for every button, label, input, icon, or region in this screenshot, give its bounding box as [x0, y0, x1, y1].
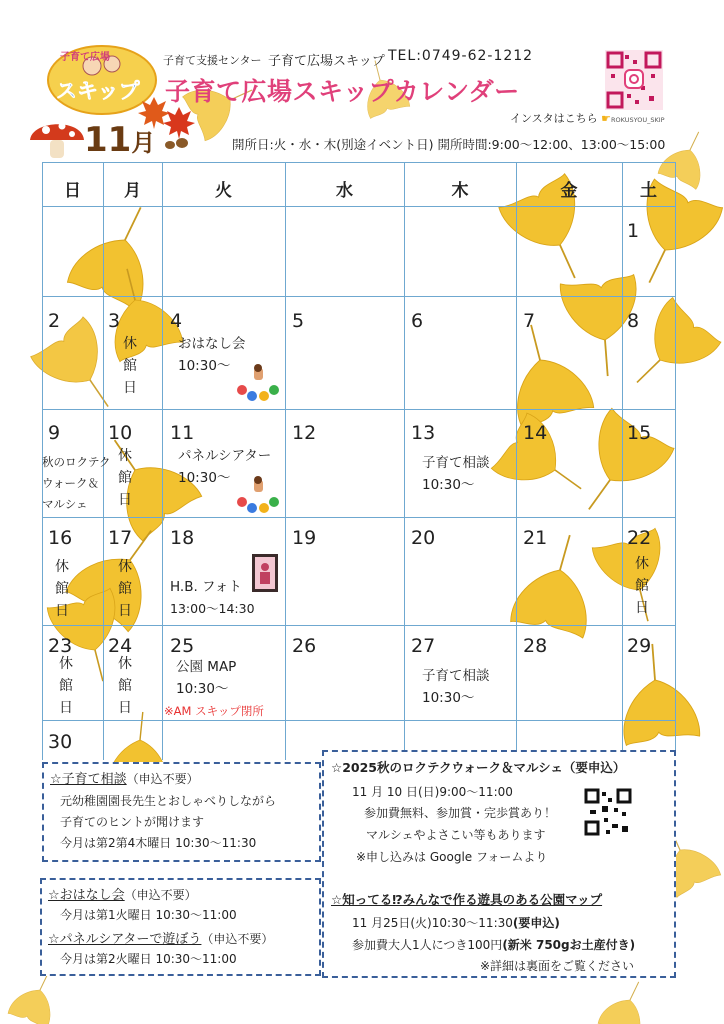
day-number: 4 — [170, 310, 183, 332]
ginkgo-leaf-icon — [597, 974, 655, 1024]
weekday-mon: 月 — [124, 181, 141, 201]
day-number: 9 — [48, 422, 61, 444]
box-title: ☆子育て相談（申込不要） — [50, 772, 199, 787]
day-number: 5 — [292, 310, 305, 332]
event-parenting-consult: 子育て相談 10:30～ — [422, 455, 490, 493]
support-center-name: 子育て支援センター — [163, 54, 262, 67]
event-park-map: 公園 MAP 10:30～ — [176, 659, 237, 697]
event-birthday-photo: H.B. フォト — [170, 579, 242, 595]
box-text: 今月は第2火曜日 10:30～11:00 — [60, 952, 237, 966]
month-number: 11 — [84, 120, 132, 160]
box-text: 今月は第2第4木曜日 10:30～11:30 — [60, 836, 257, 850]
day-number: 16 — [48, 527, 73, 549]
box-title: ☆パネルシアターで遊ぼう（申込不要） — [48, 932, 274, 947]
storytelling-icon — [236, 364, 280, 404]
day-number: 22 — [627, 527, 652, 549]
closed-label: 休 館 日 — [118, 559, 132, 619]
ginkgo-leaf-icon — [490, 314, 595, 433]
ginkgo-leaf-icon — [66, 192, 171, 311]
box-title: ☆おはなし会（申込不要） — [48, 888, 197, 903]
day-number: 17 — [108, 527, 133, 549]
pointing-hand-icon: ☛ — [601, 112, 612, 125]
day-number: 7 — [523, 310, 536, 332]
box-text: 11 月25日(火)10:30～11:30(要申込) — [352, 916, 560, 930]
month-kanji: 月 — [131, 129, 156, 157]
day-number: 11 — [170, 422, 195, 444]
am-closed-note: ※AM スキップ閉所 — [164, 704, 264, 718]
day-number: 15 — [627, 422, 652, 444]
event-panel-theater: パネルシアター 10:30～ — [178, 448, 272, 486]
qr-code-icon[interactable] — [605, 50, 663, 110]
day-number: 28 — [523, 635, 548, 657]
weekday-tue: 火 — [215, 181, 232, 201]
telephone-number: TEL:0749-62-1212 — [388, 48, 534, 64]
day-number: 21 — [523, 527, 548, 549]
day-number: 27 — [411, 635, 436, 657]
weekday-sun: 日 — [64, 181, 81, 201]
plaza-name: 子育て広場スキップ — [268, 54, 385, 69]
weekday-fri: 金 — [560, 181, 578, 201]
closed-label: 休 館 日 — [123, 336, 137, 396]
svg-text:子育て広場: 子育て広場 — [60, 52, 110, 63]
day-number: 3 — [108, 310, 121, 332]
mushroom-icon — [26, 112, 88, 162]
instagram-handle: ROKUSYOU_SKIP — [611, 116, 665, 124]
event-birthday-photo-time: 13:00～14:30 — [170, 601, 255, 616]
day-number: 14 — [523, 422, 548, 444]
box-title: ☆2025秋のロクテクウォーク＆マルシェ（要申込） — [331, 760, 626, 775]
day-number: 12 — [292, 422, 317, 444]
day-number: 24 — [108, 635, 133, 657]
day-number: 23 — [48, 635, 73, 657]
box-text: 参加費大人1人につき100円(新米 750gお土産付き) — [352, 938, 636, 952]
day-number: 29 — [627, 635, 652, 657]
box-text: ※申し込みは Google フォームより — [356, 850, 548, 864]
event-ohanashi: おはなし会 10:30～ — [178, 336, 246, 374]
closed-label: 休 館 日 — [59, 656, 73, 716]
day-number: 19 — [292, 527, 317, 549]
day-number: 18 — [170, 527, 195, 549]
box-title: ☆知ってる⁉みんなで作る遊具のある公園マップ — [331, 892, 603, 907]
weekday-thu: 木 — [451, 181, 469, 201]
day-number: 6 — [411, 310, 424, 332]
instagram-label: インスタはこちら ☛ — [510, 112, 612, 125]
storytelling-icon — [236, 476, 280, 516]
day-number: 10 — [108, 422, 133, 444]
weekday-sat: 土 — [640, 181, 657, 201]
weekday-wed: 水 — [336, 181, 353, 201]
ginkgo-leaf-icon — [561, 408, 676, 531]
closed-label: 休 館 日 — [55, 559, 69, 619]
closed-label: 休 館 日 — [118, 656, 132, 716]
day-number: 8 — [627, 310, 640, 332]
closed-label: 休 館 日 — [118, 448, 132, 508]
event-rokutech-walk: 秋のロクテク ウォーク＆ マルシェ — [42, 455, 111, 511]
svg-text:スキップ: スキップ — [56, 79, 140, 103]
box-text: マルシェやよさこい等もあります — [366, 828, 546, 842]
day-number: 13 — [411, 422, 436, 444]
box-text: ※詳細は裏面をご覧ください — [480, 959, 635, 973]
month-label — [84, 120, 155, 160]
page-title: 子育て広場スキップカレンダー — [165, 77, 520, 106]
box-text: 参加費無料、参加賞・完歩賞あり！ — [364, 806, 557, 820]
day-number: 2 — [48, 310, 61, 332]
qr-code-icon[interactable] — [584, 788, 632, 836]
opening-hours: 開所日:火・水・木(別途イベント日) 開所時間:9:00～12:00、13:00～15:00 — [232, 137, 666, 152]
box-text: 元幼稚園園長先生とおしゃべりしながら — [60, 794, 277, 808]
box-text: 子育てのヒントが聞けます — [60, 815, 205, 829]
event-parenting-consult: 子育て相談 10:30～ — [422, 668, 490, 706]
day-number: 25 — [170, 635, 195, 657]
box-text: 11 月 10 日(日)9:00～11:00 — [352, 785, 513, 799]
day-number: 20 — [411, 527, 436, 549]
day-number: 26 — [292, 635, 317, 657]
day-number: 1 — [627, 220, 640, 242]
box-text: 今月は第1火曜日 10:30～11:00 — [60, 908, 237, 922]
photo-frame-icon — [252, 554, 278, 592]
day-number: 30 — [48, 731, 73, 753]
closed-label: 休 館 日 — [635, 556, 649, 616]
